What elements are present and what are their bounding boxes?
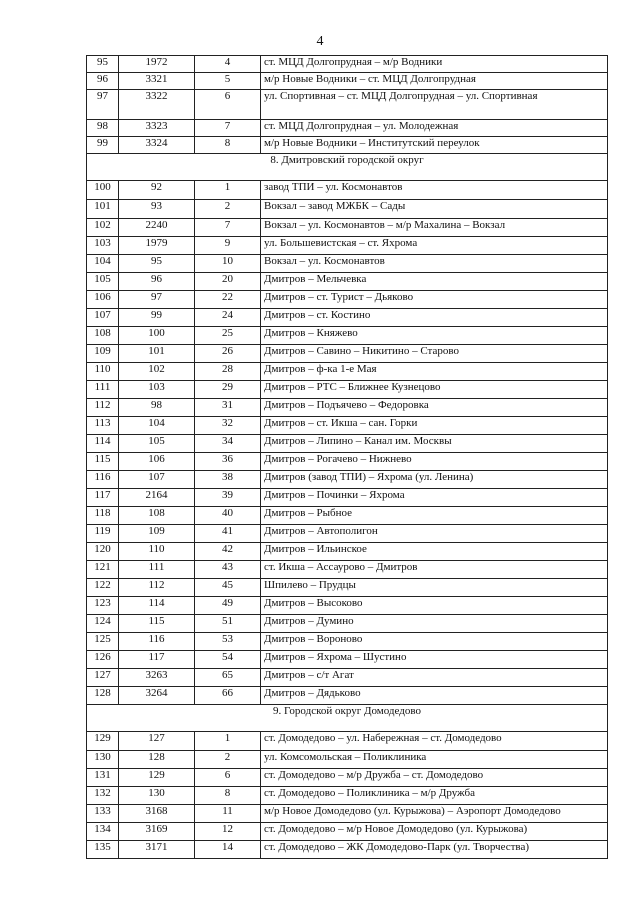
route-name: Дмитров – Вороново (261, 633, 608, 651)
route-name: Дмитров – Думино (261, 615, 608, 633)
route-number: 2 (195, 751, 261, 769)
route-number: 51 (195, 615, 261, 633)
route-number: 7 (195, 120, 261, 137)
table-row (87, 633, 608, 651)
table-row (87, 669, 608, 687)
registry-number: 104 (119, 417, 195, 435)
route-name: Дмитров – с/т Агат (261, 669, 608, 687)
registry-number: 3322 (119, 90, 195, 120)
registry-number: 96 (119, 273, 195, 291)
row-index: 133 (87, 805, 119, 823)
route-name: Шпилево – Прудцы (261, 579, 608, 597)
section-spacer-row (87, 170, 608, 181)
table-row (87, 200, 608, 219)
row-index: 134 (87, 823, 119, 841)
route-name: Дмитров – ст. Костино (261, 309, 608, 327)
row-index: 98 (87, 120, 119, 137)
registry-number: 100 (119, 327, 195, 345)
registry-number: 106 (119, 453, 195, 471)
section-header-row (87, 154, 608, 171)
row-index: 109 (87, 345, 119, 363)
route-name: ст. МЦД Долгопрудная – м/р Водники (261, 56, 608, 73)
row-index: 117 (87, 489, 119, 507)
registry-number: 3321 (119, 73, 195, 90)
route-name: Дмитров – ст. Икша – сан. Горки (261, 417, 608, 435)
registry-number: 3264 (119, 687, 195, 705)
route-number: 39 (195, 489, 261, 507)
table-row (87, 345, 608, 363)
table-row (87, 823, 608, 841)
registry-number: 93 (119, 200, 195, 219)
route-name: ул. Комсомольская – Поликлиника (261, 751, 608, 769)
route-number: 65 (195, 669, 261, 687)
route-name: м/р Новые Водники – Институтский переулок (261, 137, 608, 154)
route-number: 31 (195, 399, 261, 417)
table-row (87, 579, 608, 597)
route-name: ст. Домодедово – м/р Новое Домодедово (ул. Курыжова) (261, 823, 608, 841)
table-row (87, 525, 608, 543)
route-number: 10 (195, 255, 261, 273)
route-name: ст. Домодедово – ул. Набережная – ст. Домодедово (261, 732, 608, 751)
route-number: 41 (195, 525, 261, 543)
row-index: 120 (87, 543, 119, 561)
route-number: 5 (195, 73, 261, 90)
route-number: 49 (195, 597, 261, 615)
route-name: Дмитров – РТС – Ближнее Кузнецово (261, 381, 608, 399)
registry-number: 115 (119, 615, 195, 633)
table-row (87, 291, 608, 309)
route-number: 14 (195, 841, 261, 859)
route-name: Дмитров – ст. Турист – Дьяково (261, 291, 608, 309)
row-index: 111 (87, 381, 119, 399)
table-row (87, 841, 608, 859)
registry-number: 116 (119, 633, 195, 651)
table-row (87, 507, 608, 525)
route-number: 2 (195, 200, 261, 219)
route-number: 54 (195, 651, 261, 669)
route-number: 42 (195, 543, 261, 561)
row-index: 129 (87, 732, 119, 751)
registry-number: 107 (119, 471, 195, 489)
route-number: 11 (195, 805, 261, 823)
page-number: 4 (316, 34, 324, 49)
row-index: 103 (87, 237, 119, 255)
registry-number: 108 (119, 507, 195, 525)
route-number: 7 (195, 219, 261, 237)
row-index: 112 (87, 399, 119, 417)
row-index: 118 (87, 507, 119, 525)
registry-number: 130 (119, 787, 195, 805)
routes-table (86, 55, 608, 859)
section-spacer (87, 721, 608, 732)
table-row (87, 435, 608, 453)
route-name: Дмитров – Рогачево – Нижнево (261, 453, 608, 471)
row-index: 115 (87, 453, 119, 471)
row-index: 122 (87, 579, 119, 597)
section-spacer (87, 170, 608, 181)
table-row (87, 237, 608, 255)
table-row (87, 453, 608, 471)
registry-number: 1972 (119, 56, 195, 73)
route-number: 34 (195, 435, 261, 453)
table-row (87, 120, 608, 137)
row-index: 132 (87, 787, 119, 805)
route-number: 45 (195, 579, 261, 597)
registry-number: 112 (119, 579, 195, 597)
routes-table-body (87, 56, 608, 859)
row-index: 105 (87, 273, 119, 291)
table-row (87, 73, 608, 90)
registry-number: 103 (119, 381, 195, 399)
row-index: 119 (87, 525, 119, 543)
route-name: Дмитров – Автополигон (261, 525, 608, 543)
registry-number: 3324 (119, 137, 195, 154)
route-name: Дмитров – ф-ка 1-е Мая (261, 363, 608, 381)
registry-number: 102 (119, 363, 195, 381)
registry-number: 92 (119, 181, 195, 200)
section-spacer-row (87, 721, 608, 732)
route-name: ст. Икша – Ассаурово – Дмитров (261, 561, 608, 579)
row-index: 113 (87, 417, 119, 435)
route-number: 36 (195, 453, 261, 471)
route-number: 25 (195, 327, 261, 345)
table-row (87, 687, 608, 705)
route-number: 40 (195, 507, 261, 525)
row-index: 106 (87, 291, 119, 309)
route-name: Дмитров – Починки – Яхрома (261, 489, 608, 507)
registry-number: 2240 (119, 219, 195, 237)
table-row (87, 732, 608, 751)
registry-number: 111 (119, 561, 195, 579)
route-name: Дмитров – Ильинское (261, 543, 608, 561)
registry-number: 3171 (119, 841, 195, 859)
route-number: 12 (195, 823, 261, 841)
row-index: 110 (87, 363, 119, 381)
registry-number: 2164 (119, 489, 195, 507)
table-row (87, 137, 608, 154)
route-name: Вокзал – завод МЖБК – Сады (261, 200, 608, 219)
row-index: 127 (87, 669, 119, 687)
route-name: Дмитров – Высоково (261, 597, 608, 615)
route-number: 32 (195, 417, 261, 435)
route-name: завод ТПИ – ул. Космонавтов (261, 181, 608, 200)
route-name: Вокзал – ул. Космонавтов – м/р Махалина – Вокзал (261, 219, 608, 237)
table-row (87, 56, 608, 73)
route-number: 43 (195, 561, 261, 579)
row-index: 101 (87, 200, 119, 219)
table-row (87, 651, 608, 669)
row-index: 131 (87, 769, 119, 787)
route-number: 8 (195, 787, 261, 805)
route-number: 66 (195, 687, 261, 705)
route-number: 1 (195, 732, 261, 751)
table-row (87, 90, 608, 120)
route-name: Дмитров – Мельчевка (261, 273, 608, 291)
table-row (87, 615, 608, 633)
route-name: ул. Большевистская – ст. Яхрома (261, 237, 608, 255)
route-name: ст. Домодедово – ЖК Домодедово-Парк (ул. Творчества) (261, 841, 608, 859)
registry-number: 1979 (119, 237, 195, 255)
row-index: 125 (87, 633, 119, 651)
route-number: 4 (195, 56, 261, 73)
route-name: Дмитров – Дядьково (261, 687, 608, 705)
registry-number: 99 (119, 309, 195, 327)
table-row (87, 561, 608, 579)
registry-number: 127 (119, 732, 195, 751)
row-index: 97 (87, 90, 119, 120)
registry-number: 105 (119, 435, 195, 453)
route-name: ул. Спортивная – ст. МЦД Долгопрудная – ул. Спортивная (261, 90, 608, 120)
route-name: м/р Новое Домодедово (ул. Курыжова) – Аэропорт Домодедово (261, 805, 608, 823)
route-name: Дмитров – Подъячево – Федоровка (261, 399, 608, 417)
row-index: 107 (87, 309, 119, 327)
route-number: 9 (195, 237, 261, 255)
route-number: 53 (195, 633, 261, 651)
route-name: Дмитров – Савино – Никитино – Старово (261, 345, 608, 363)
registry-number: 109 (119, 525, 195, 543)
route-number: 38 (195, 471, 261, 489)
registry-number: 95 (119, 255, 195, 273)
route-number: 6 (195, 90, 261, 120)
registry-number: 114 (119, 597, 195, 615)
row-index: 116 (87, 471, 119, 489)
table-row (87, 219, 608, 237)
route-name: м/р Новые Водники – ст. МЦД Долгопрудная (261, 73, 608, 90)
registry-number: 98 (119, 399, 195, 417)
route-number: 20 (195, 273, 261, 291)
registry-number: 110 (119, 543, 195, 561)
row-index: 130 (87, 751, 119, 769)
route-number: 22 (195, 291, 261, 309)
row-index: 96 (87, 73, 119, 90)
table-row (87, 543, 608, 561)
row-index: 123 (87, 597, 119, 615)
registry-number: 129 (119, 769, 195, 787)
row-index: 95 (87, 56, 119, 73)
registry-number: 3169 (119, 823, 195, 841)
table-row (87, 399, 608, 417)
route-number: 8 (195, 137, 261, 154)
route-number: 28 (195, 363, 261, 381)
route-name: Дмитров – Рыбное (261, 507, 608, 525)
row-index: 124 (87, 615, 119, 633)
table-row (87, 805, 608, 823)
route-number: 6 (195, 769, 261, 787)
route-number: 1 (195, 181, 261, 200)
registry-number: 3168 (119, 805, 195, 823)
row-index: 121 (87, 561, 119, 579)
table-row (87, 597, 608, 615)
table-row (87, 309, 608, 327)
route-name: Дмитров – Яхрома – Шустино (261, 651, 608, 669)
route-name: ст. МЦД Долгопрудная – ул. Молодежная (261, 120, 608, 137)
table-row (87, 363, 608, 381)
table-row (87, 273, 608, 291)
route-number: 26 (195, 345, 261, 363)
table-row (87, 751, 608, 769)
registry-number: 128 (119, 751, 195, 769)
registry-number: 3323 (119, 120, 195, 137)
row-index: 135 (87, 841, 119, 859)
registry-number: 101 (119, 345, 195, 363)
table-row (87, 255, 608, 273)
table-row (87, 769, 608, 787)
row-index: 99 (87, 137, 119, 154)
row-index: 128 (87, 687, 119, 705)
route-name: Дмитров – Липино – Канал им. Москвы (261, 435, 608, 453)
row-index: 104 (87, 255, 119, 273)
registry-number: 3263 (119, 669, 195, 687)
table-row (87, 787, 608, 805)
route-name: ст. Домодедово – м/р Дружба – ст. Домодедово (261, 769, 608, 787)
section-title: 9. Городской округ Домодедово (87, 705, 608, 722)
table-row (87, 471, 608, 489)
row-index: 102 (87, 219, 119, 237)
registry-number: 97 (119, 291, 195, 309)
table-row (87, 381, 608, 399)
route-name: Дмитров – Княжево (261, 327, 608, 345)
route-name: Дмитров (завод ТПИ) – Яхрома (ул. Ленина) (261, 471, 608, 489)
section-header-row (87, 705, 608, 722)
table-row (87, 489, 608, 507)
route-name: ст. Домодедово – Поликлиника – м/р Дружба (261, 787, 608, 805)
table-row (87, 181, 608, 200)
table-row (87, 327, 608, 345)
section-title: 8. Дмитровский городской округ (87, 154, 608, 171)
row-index: 126 (87, 651, 119, 669)
row-index: 114 (87, 435, 119, 453)
route-name: Вокзал – ул. Космонавтов (261, 255, 608, 273)
row-index: 100 (87, 181, 119, 200)
registry-number: 117 (119, 651, 195, 669)
row-index: 108 (87, 327, 119, 345)
table-row (87, 417, 608, 435)
route-number: 29 (195, 381, 261, 399)
route-number: 24 (195, 309, 261, 327)
